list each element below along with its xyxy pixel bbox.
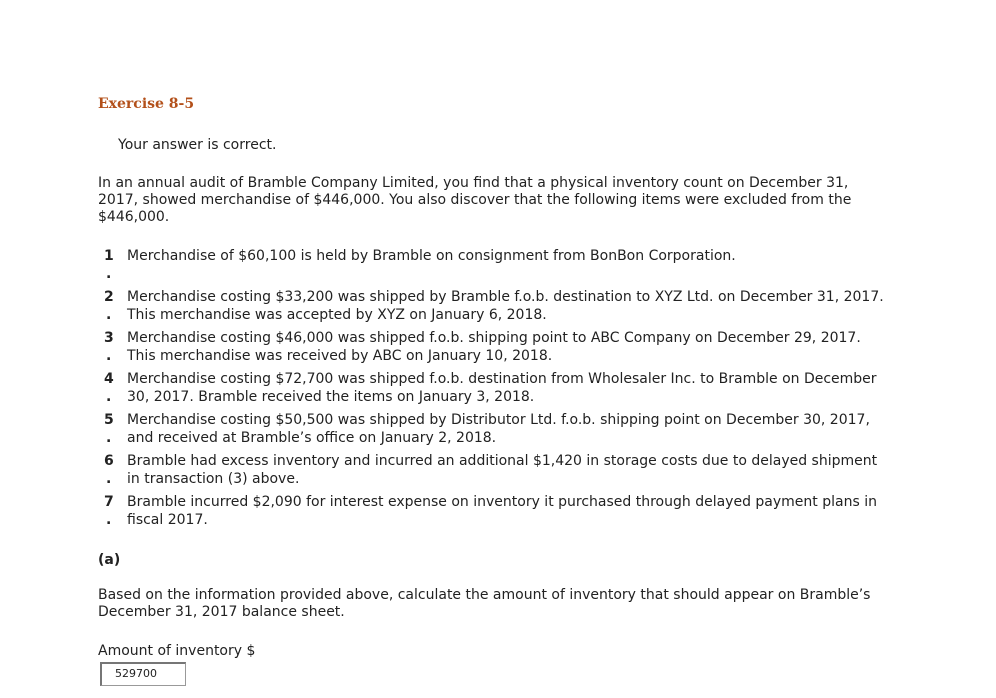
transaction-list [98,247,888,534]
list-item [98,452,888,488]
item-text: Merchandise costing $33,200 was shipped by Bramble f.o.b. destination to XYZ Ltd. on December 31, 2017. This merchandise was accepted by XYZ on January 6, 2018. [127,289,884,323]
list-item [98,411,888,447]
item-number-dot: . [106,389,112,405]
item-number-dot: . [106,430,112,446]
item-text: Merchandise costing $50,500 was shipped by Distributor Ltd. f.o.b. shipping point on December 30, 2017, and received at Bramble’s office on January 2, 2018. [127,412,870,446]
exercise-title: Exercise 8-5 [98,96,195,112]
item-text: Merchandise of $60,100 is held by Bramble on consignment from BonBon Corporation. [127,248,736,264]
item-number: 2 [104,289,114,305]
list-item [98,493,888,529]
inventory-amount-input[interactable]: 529700 [100,662,186,686]
item-number: 1 [104,248,114,264]
answer-status: Your answer is correct. [118,137,277,153]
item-number: 7 [104,494,114,510]
item-number: 6 [104,453,114,469]
item-text: Bramble incurred $2,090 for interest expense on inventory it purchased through delayed payment plans in fiscal 2017. [127,494,877,528]
list-item [98,370,888,406]
answer-label: Amount of inventory $ [98,643,256,659]
item-number: 3 [104,330,114,346]
list-item [98,288,888,324]
part-label: (a) [98,552,121,568]
item-text: Merchandise costing $46,000 was shipped f.o.b. shipping point to ABC Company on December 29, 2017. This merchandise was received by ABC on January 10, 2018. [127,330,861,364]
problem-intro: In an annual audit of Bramble Company Limited, you find that a physical inventory count on December 31, 2017, showed merchandise of $446,000. You also discover that the following items were excluded from the $446,000. [98,175,852,225]
item-number-dot: . [106,512,112,528]
item-number-dot: . [106,348,112,364]
item-text: Merchandise costing $72,700 was shipped f.o.b. destination from Wholesaler Inc. to Bramble on December 30, 2017. Bramble received the items on January 3, 2018. [127,371,877,405]
list-item [98,329,888,365]
item-number-dot: . [106,471,112,487]
item-number-dot: . [106,307,112,323]
item-number: 4 [104,371,114,387]
item-text: Bramble had excess inventory and incurred an additional $1,420 in storage costs due to delayed shipment in transaction (3) above. [127,453,878,487]
item-number: 5 [104,412,114,428]
item-number-dot: . [106,266,112,282]
answer-row [98,643,256,680]
list-item [98,247,888,283]
part-question: Based on the information provided above, calculate the amount of inventory that should appear on Bramble’s December 31, 2017 balance sheet. [98,587,871,620]
